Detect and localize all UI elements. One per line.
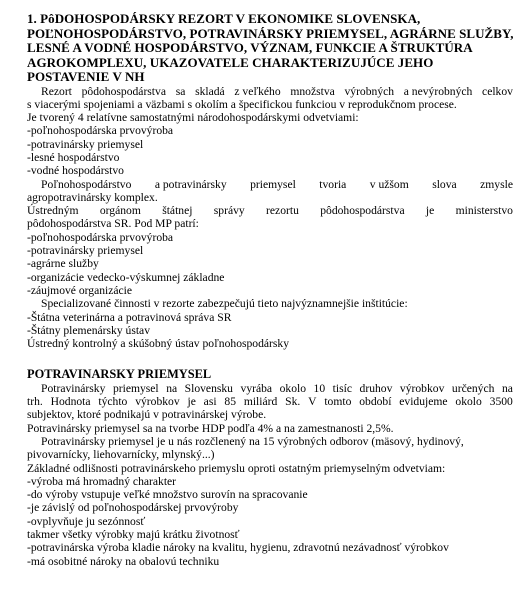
word: evidujeme <box>399 395 448 409</box>
word: na <box>501 381 513 395</box>
list-item: takmer všetky výrobky majú krátku životnosť <box>27 528 240 541</box>
document-page <box>27 12 513 568</box>
section-2-body <box>27 382 513 568</box>
word: priemysel <box>250 177 296 191</box>
section-spacer <box>27 350 513 368</box>
list-item: -má osobitné nároky na obalovú techniku <box>27 554 220 568</box>
word: okolo <box>279 381 307 395</box>
word: slova <box>432 177 457 191</box>
word: z veľkého <box>234 84 281 98</box>
list-item: -ovplyvňuje ju sezónnosť <box>27 514 146 528</box>
word: Sk. <box>285 395 301 409</box>
chapter-title-line: LESNÉ A VODNÉ HOSPODÁRSTVO, VÝZNAM, FUNKCIE A ŠTRUKTÚRA <box>27 40 473 55</box>
word: množstva <box>290 84 335 98</box>
list-item: -potravinársky priemysel <box>27 244 144 258</box>
word: výrobných <box>344 84 395 98</box>
word: miliárd <box>243 395 278 409</box>
paragraph-line: Základné odlišnosti potravinárskeho priemyslu oproti ostatným priemyselným odvetviam: <box>27 461 446 475</box>
word: a nevýrobných <box>403 84 473 98</box>
word: je <box>425 204 435 218</box>
word: asi <box>203 395 217 409</box>
word: okolo <box>455 395 482 409</box>
list-item: -výroba má hromadný charakter <box>27 474 177 488</box>
list-item: -potravinársky priemysel <box>27 137 144 151</box>
word: Potravinársky <box>41 381 106 395</box>
word: Ústredným <box>27 204 79 218</box>
word: výrobkov <box>399 381 445 395</box>
chapter-title-line: 1. PôDOHOSPODÁRSKY REZORT V EKONOMIKE SLOVENSKA, <box>27 11 421 26</box>
word: období <box>359 395 392 409</box>
chapter-title-line: AGROKOMPLEXU, UKAZOVATELE CHARAKTERIZUJÚCE JEHO <box>27 54 434 70</box>
list-item: -potravinárska výroba kladie nároky na kvalitu, hygienu, zdravotnú nezávadnosť výrobkov <box>27 541 449 555</box>
word: rezortu <box>266 204 299 218</box>
list-item: -organizácie vedecko-výskumnej základne <box>27 270 225 284</box>
word: sa <box>175 84 186 98</box>
word: tvoria <box>319 177 347 191</box>
word: 3500 <box>489 395 513 409</box>
paragraph-line-justified <box>27 178 513 191</box>
paragraph-line: Specializované činnosti v rezorte zabezpečujú tieto najvýznamnejšie inštitúcie: <box>41 297 408 311</box>
chapter-title-line: POSTAVENIE V NH <box>27 69 145 84</box>
word: 85 <box>224 395 236 409</box>
list-item: -do výroby vstupuje veľké množstvo surovín na spracovanie <box>27 488 308 502</box>
paragraph-line-justified <box>27 382 513 395</box>
list-item: -poľnohospodárska prvovýroba <box>27 230 174 244</box>
word: tisíc <box>332 381 352 395</box>
word: pôdohospodárstva <box>320 204 405 218</box>
word: orgánom <box>99 204 141 218</box>
paragraph-line: pivovarnícky, liehovarnícky, mlynský...) <box>27 448 215 462</box>
paragraph-line-justified <box>27 204 513 217</box>
word: zmysle <box>480 177 513 191</box>
word: Rezort <box>41 84 72 98</box>
word: pôdohospodárstva <box>81 84 166 98</box>
word: 10 <box>313 381 326 395</box>
section-1-body <box>27 85 513 351</box>
list-item: -lesné hospodárstvo <box>27 150 120 164</box>
paragraph-line: pôdohospodárstva SR. Pod MP patrí: <box>27 217 199 231</box>
word: je <box>187 395 196 409</box>
paragraph-line: Potravinársky priemysel sa na tvorbe HDP podľa 4% a na zamestnanosti 2,5%. <box>27 421 394 435</box>
chapter-title <box>27 12 513 85</box>
word: Poľnohospodárstvo <box>41 177 132 191</box>
list-item: -Štátny plemenársky ústav <box>27 323 150 337</box>
paragraph-line: agropotravinársky komplex. <box>27 190 158 204</box>
paragraph-line-justified <box>27 85 513 98</box>
word: tomto <box>324 395 352 409</box>
list-item: -Štátna veterinárna a potravinová správa SR <box>27 310 232 324</box>
word: vyrába <box>240 381 273 395</box>
word: správy <box>213 204 245 218</box>
word: v užšom <box>369 177 409 191</box>
paragraph-line-justified <box>27 395 513 408</box>
word: druhov <box>359 381 393 395</box>
paragraph-line: subjektov, ktoré podnikajú v potravinárskej výrobe. <box>27 408 267 422</box>
paragraph-line: Je tvorený 4 relatívne samostatnými národohospodárskymi odvetviami: <box>27 111 359 125</box>
word: Slovensku <box>184 381 233 395</box>
list-item: -agrárne služby <box>27 257 99 271</box>
paragraph-line: Potravinársky priemysel je u nás rozčlenený na 15 výrobných odborov (mäsový, hydinový, <box>41 434 464 448</box>
word: štátnej <box>162 204 193 218</box>
word: priemysel <box>112 381 159 395</box>
word: Hodnota <box>50 395 91 409</box>
list-item: -záujmové organizácie <box>27 283 133 297</box>
word: výrobkov <box>135 395 180 409</box>
word: ministerstvo <box>455 204 513 218</box>
list-item: -vodné hospodárstvo <box>27 164 124 178</box>
word: na <box>166 381 178 395</box>
chapter-title-line: POĽNOHOSPODÁRSTVO, POTRAVINÁRSKY PRIEMYSEL, AGRÁRNE SLUŽBY, <box>27 25 514 41</box>
word: týchto <box>98 395 128 409</box>
list-item: -je závislý od poľnohospodárskej prvovýroby <box>27 501 239 515</box>
word: skladá <box>195 84 225 98</box>
list-item: Ústredný kontrolný a skúšobný ústav poľnohospodársky <box>27 337 290 351</box>
word: celkov <box>482 84 513 98</box>
word: trh. <box>27 395 43 409</box>
word: V <box>308 395 317 409</box>
section-heading: POTRAVINARSKY PRIEMYSEL <box>27 367 212 382</box>
word: a potravinársky <box>154 177 227 191</box>
paragraph-line: s viacerými spojeniami a väzbami s okolím a špecifickou funkciou v reprodukčnom procese. <box>27 97 457 111</box>
list-item: -poľnohospodárska prvovýroba <box>27 124 174 138</box>
word: určených <box>451 381 495 395</box>
